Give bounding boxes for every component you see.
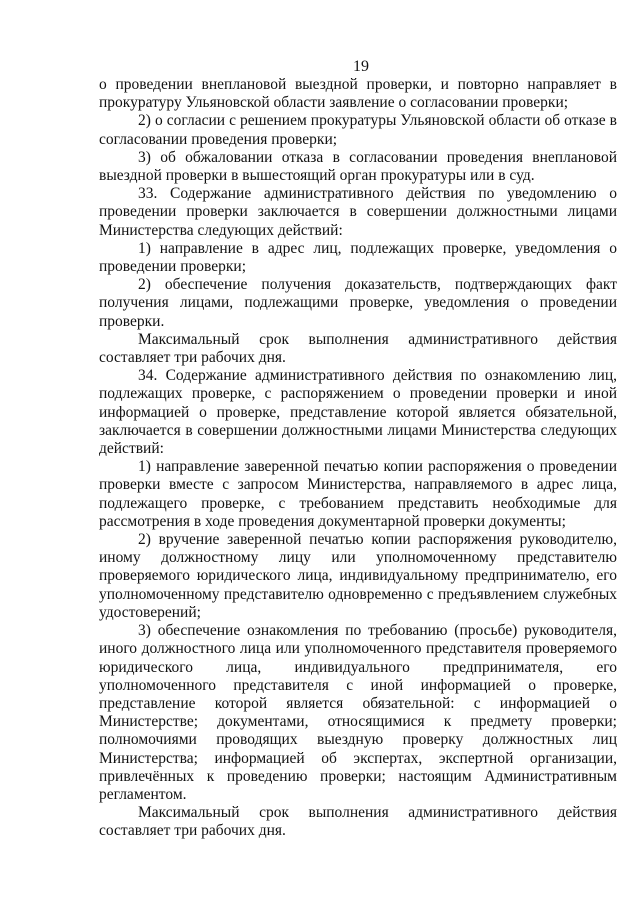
paragraph-clause-34: 34. Содержание административного действия по ознакомлению лиц, подлежащих проверке, с распоряжением о проведении проверки и иной информацией о проверке, представление которой является обязательной, заключается в совершении должностными лицами Министерства следующих действий: — [99, 367, 617, 458]
paragraph-clause-33: 33. Содержание административного действия по уведомлению о проведении проверки заключается в совершении должностными лицами Министерства следующих действий: — [99, 185, 617, 239]
document-page — [99, 58, 617, 841]
paragraph-clause-34-deadline: Максимальный срок выполнения административного действия составляет три рабочих дня. — [99, 804, 617, 840]
paragraph-clause-33-deadline: Максимальный срок выполнения административного действия составляет три рабочих дня. — [99, 330, 617, 367]
paragraph-clause-34-item-1: 1) направление заверенной печатью копии распоряжения о проведении проверки вместе с запросом Министерства, направляемого в адрес лица, подлежащего проверке, с требованием представить необходимые для рассмотрения в ходе проведения документарной проверки документы; — [99, 458, 617, 530]
paragraph-item-2-consent: 2) о согласии с решением прокуратуры Ульяновской области об отказе в согласовании проведения проверки; — [99, 112, 617, 148]
paragraph-clause-33-item-1: 1) направление в адрес лиц, подлежащих проверке, уведомления о проведении проверки; — [99, 239, 617, 276]
page-number: 19 — [353, 58, 369, 75]
paragraph-continuation: о проведении внеплановой выездной проверки, и повторно направляет в прокуратуру Ульяновской области заявление о согласовании проверки; — [99, 76, 617, 112]
paragraph-clause-34-item-3: 3) обеспечение ознакомления по требованию (просьбе) руководителя, иного должностного лица или уполномоченного представителя проверяемого юридического лица, индивидуального предпринимателя, его уполномоченного представителя с иной информацией о проверке, представление которой является обязательной: с информацией о Министерстве; документами, относящимися к предмету проверки; полномочиями проводящих выездную проверку должностных лиц Министерства; информацией об экспертах, экспертной организации, привлечённых к проведению проверки; настоящим Административным регламентом. — [99, 622, 617, 803]
paragraph-item-3-appeal: 3) об обжаловании отказа в согласовании проведения внеплановой выездной проверки в вышестоящий орган прокуратуры или в суд. — [99, 148, 617, 185]
paragraph-clause-33-item-2: 2) обеспечение получения доказательств, подтверждающих факт получения лицами, подлежащими проверке, уведомления о проведении проверки. — [99, 276, 617, 330]
paragraph-clause-34-item-2: 2) вручение заверенной печатью копии распоряжения руководителю, иному должностному лицу или уполномоченному представителю проверяемого юридического лица, индивидуальному предпринимателю, его уполномоченному представителю одновременно с предъявлением служебных удостоверений; — [99, 531, 617, 621]
